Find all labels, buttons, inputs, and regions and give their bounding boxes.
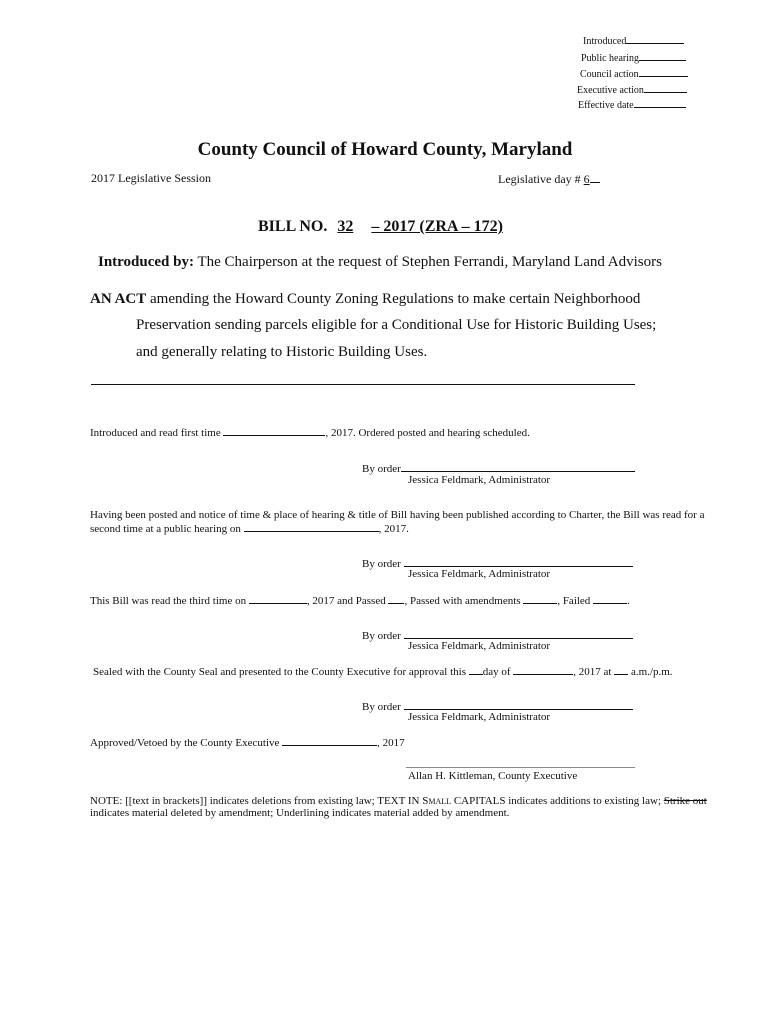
- legislative-day: [498, 171, 600, 187]
- introduced-by-text: The Chairperson at the request of Stephen Ferrandi, Maryland Land Advisors: [197, 254, 662, 270]
- introduced-field: [583, 34, 684, 47]
- act-line-2: Preservation sending parcels eligible for a Conditional Use for Historic Building Uses;: [136, 317, 657, 333]
- first-reading-text-a: Introduced and read first time: [90, 426, 221, 439]
- note-line-1: [90, 795, 707, 807]
- administrator-2: Jessica Feldmark, Administrator: [408, 568, 551, 580]
- by-order-label: By order: [362, 629, 401, 642]
- approval-date-blank[interactable]: [282, 735, 377, 746]
- third-reading-text-e: .: [627, 594, 630, 607]
- second-reading-line-2: [90, 521, 409, 535]
- bill-number: [258, 218, 503, 236]
- note-strike-out: Strike out: [663, 795, 707, 807]
- by-order-label: By order: [362, 462, 401, 475]
- bill-label: BILL NO.: [258, 218, 328, 235]
- legislative-day-label: Legislative day #: [498, 171, 581, 186]
- introduced-by-label: Introduced by:: [98, 254, 194, 270]
- first-reading-text-b: , 2017. Ordered posted and hearing scheduled.: [325, 426, 530, 439]
- sealed-line: [93, 664, 673, 678]
- signature-blank[interactable]: [404, 699, 633, 710]
- second-reading-text-a: second time at a public hearing on: [90, 522, 241, 535]
- third-reading-text-b: , 2017 and Passed: [306, 594, 386, 607]
- bill-number-value: 32: [337, 218, 354, 235]
- sealed-text-a: Sealed with the County Seal and presented to the County Executive for approval this: [93, 665, 466, 678]
- note-small-caps-mall: MALL: [428, 797, 452, 806]
- day-blank[interactable]: [469, 664, 483, 675]
- by-order-1: [362, 461, 635, 475]
- council-action-field: [580, 67, 688, 80]
- sealed-text-c: , 2017 at: [573, 665, 612, 678]
- failed-blank[interactable]: [593, 593, 627, 604]
- act-text-1: amending the Howard County Zoning Regulations to make certain Neighborhood: [150, 291, 641, 307]
- introduced-label: Introduced: [583, 36, 627, 47]
- administrator-4: Jessica Feldmark, Administrator: [408, 711, 551, 723]
- act-label: AN ACT: [90, 291, 147, 307]
- amendments-blank[interactable]: [523, 593, 557, 604]
- approved-text-b: , 2017: [377, 736, 405, 749]
- month-blank[interactable]: [513, 664, 573, 675]
- second-reading-line-1: Having been posted and notice of time & place of hearing & title of Bill having been published according to Charter, the Bill was read for a: [90, 509, 705, 521]
- public-hearing-label: Public hearing: [581, 53, 640, 64]
- bill-suffix: – 2017 (ZRA – 172): [371, 218, 503, 235]
- third-reading-date-blank[interactable]: [249, 593, 307, 604]
- executive-action-field: [577, 83, 687, 96]
- third-reading-text-d: , Failed: [557, 594, 591, 607]
- first-reading-date-blank[interactable]: [223, 425, 325, 436]
- divider: [91, 384, 635, 385]
- note-text-c: CAPITALS indicates additions to existing law;: [451, 795, 664, 807]
- by-order-label: By order: [362, 557, 401, 570]
- by-order-label: By order: [362, 700, 401, 713]
- note-small-caps-s: S: [422, 795, 429, 807]
- public-hearing-field: [581, 51, 686, 64]
- administrator-3: Jessica Feldmark, Administrator: [408, 640, 551, 652]
- signature-blank[interactable]: [404, 628, 633, 639]
- signature-blank[interactable]: [404, 556, 633, 567]
- executive-signature-line[interactable]: [406, 767, 635, 768]
- first-reading: [90, 425, 530, 439]
- third-reading-text-c: , Passed with amendments: [404, 594, 521, 607]
- legislative-session: 2017 Legislative Session: [91, 171, 211, 185]
- introduced-by: [98, 254, 662, 271]
- second-reading-text-b: , 2017.: [378, 522, 409, 535]
- administrator-1: Jessica Feldmark, Administrator: [408, 474, 551, 486]
- signature-blank[interactable]: [401, 461, 635, 472]
- approved-text-a: Approved/Vetoed by the County Executive: [90, 736, 280, 749]
- effective-date-label: Effective date: [578, 100, 634, 111]
- hearing-date-blank[interactable]: [244, 521, 379, 532]
- sealed-text-d: a.m./p.m.: [631, 665, 673, 678]
- act-line-3: and generally relating to Historic Building Uses.: [136, 344, 428, 360]
- third-reading-text-a: This Bill was read the third time on: [90, 594, 247, 607]
- third-reading: [90, 593, 630, 607]
- legislative-day-number: 6: [583, 171, 590, 186]
- county-executive: Allan H. Kittleman, County Executive: [408, 770, 578, 782]
- approved-line: [90, 735, 405, 749]
- sealed-text-b: day of: [482, 665, 511, 678]
- passed-blank[interactable]: [388, 593, 404, 604]
- act-line-1: [90, 291, 640, 308]
- note-line-2: indicates material deleted by amendment; Underlining indicates material added by amendment.: [90, 807, 510, 819]
- executive-action-label: Executive action: [577, 85, 644, 96]
- council-action-label: Council action: [580, 69, 639, 80]
- document-title: County Council of Howard County, Maryland: [197, 139, 573, 160]
- effective-date-field: [578, 98, 686, 111]
- time-blank[interactable]: [614, 664, 628, 675]
- note-text-a: NOTE: [[text in brackets]] indicates deletions from existing law; TEXT IN: [90, 795, 423, 807]
